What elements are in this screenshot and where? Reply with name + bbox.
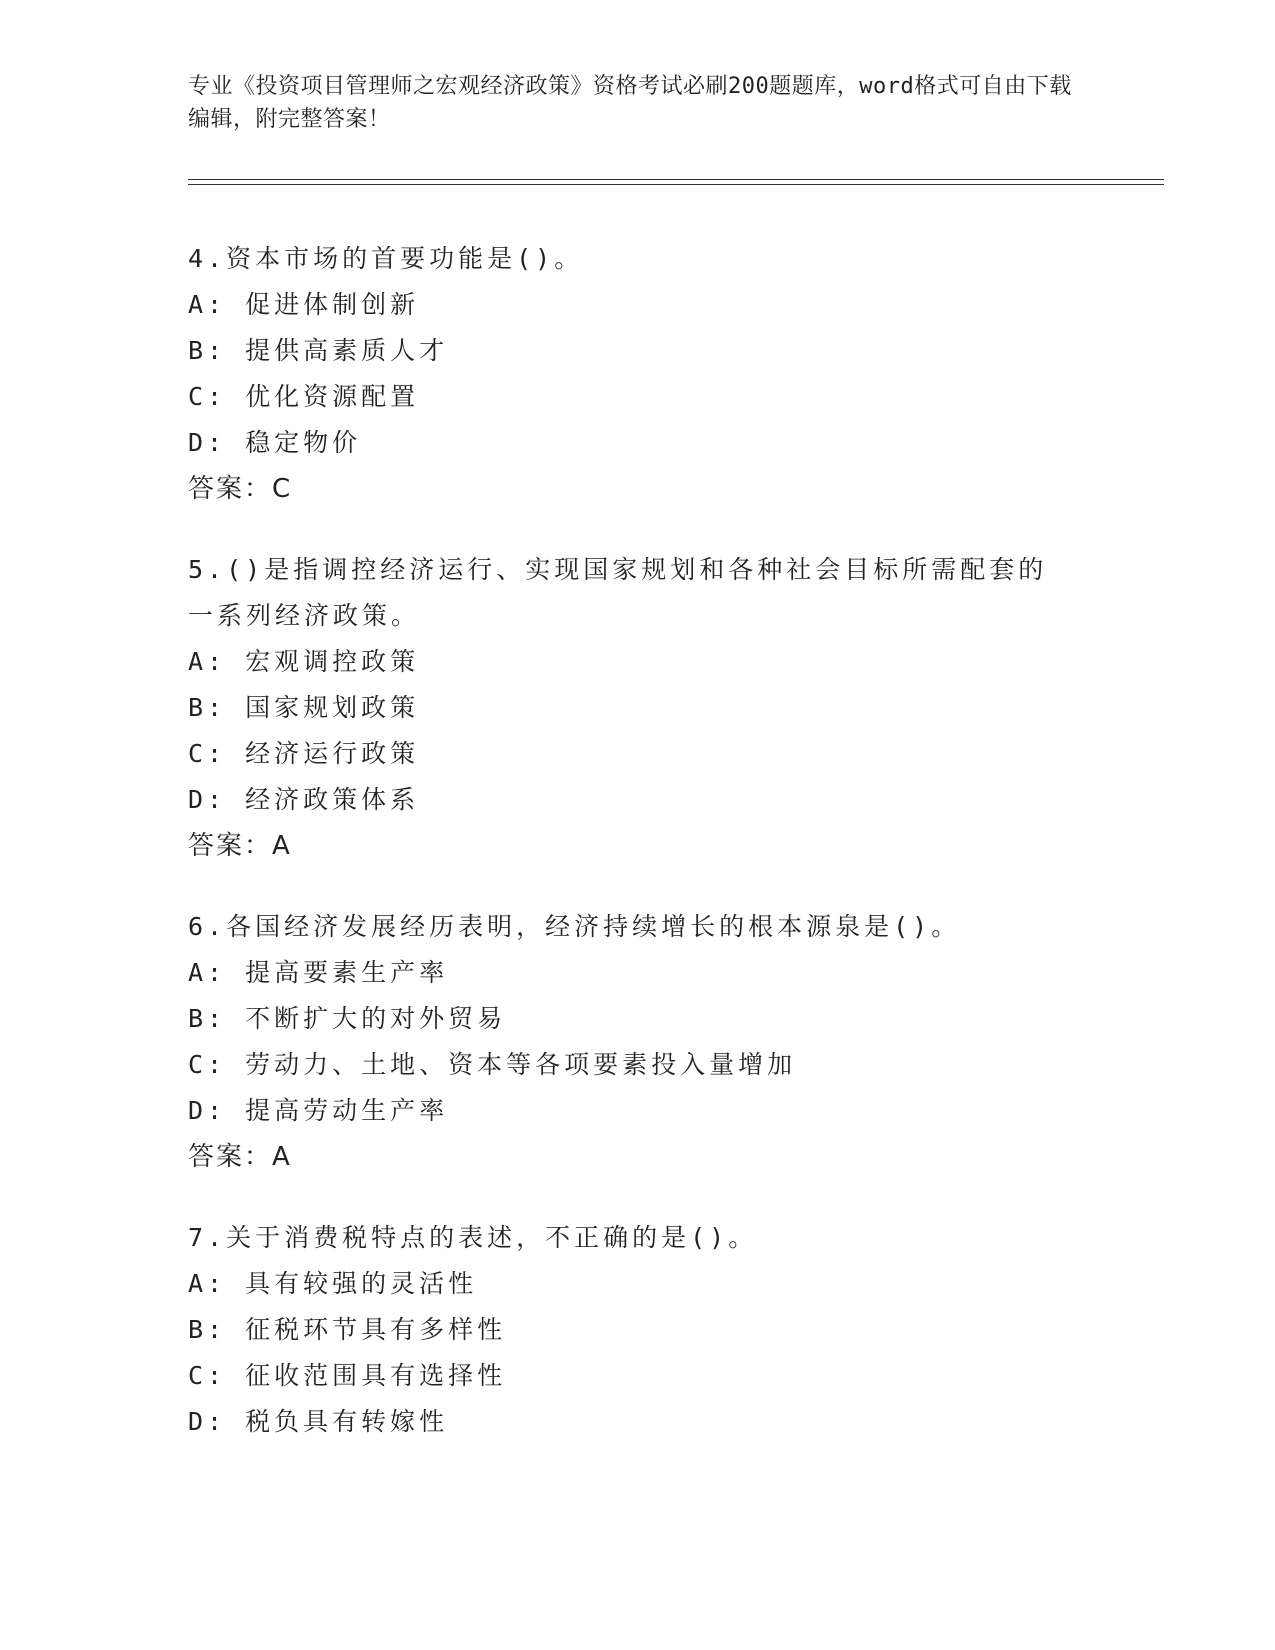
question-item [188, 236, 1088, 512]
option-c: C: 征收范围具有选择性 [188, 1361, 507, 1390]
question-item [188, 547, 1088, 869]
answer-line: 答案：A [188, 1142, 292, 1172]
option-a: A: 宏观调控政策 [188, 647, 420, 676]
option-b: B: 国家规划政策 [188, 693, 420, 722]
option-c: C: 优化资源配置 [188, 382, 420, 411]
option-b: B: 不断扩大的对外贸易 [188, 1004, 507, 1033]
question-stem: 4.资本市场的首要功能是()。 [188, 244, 584, 273]
question-stem: 6.各国经济发展经历表明，经济持续增长的根本源泉是()。 [188, 912, 961, 941]
header-rule-top [188, 179, 1164, 180]
question-stem: 7.关于消费税特点的表述，不正确的是()。 [188, 1223, 758, 1252]
option-b: B: 征税环节具有多样性 [188, 1315, 507, 1344]
option-c: C: 经济运行政策 [188, 739, 420, 768]
answer-line: 答案：C [188, 474, 293, 504]
question-stem: 5.()是指调控经济运行、实现国家规划和各种社会目标所需配套的一系列经济政策。 [188, 555, 1048, 630]
question-list [188, 236, 1088, 1480]
question-item [188, 1215, 1088, 1445]
header-rule-bottom [188, 184, 1164, 185]
option-b: B: 提供高素质人才 [188, 336, 449, 365]
option-a: A: 具有较强的灵活性 [188, 1269, 478, 1298]
answer-line: 答案：A [188, 831, 292, 861]
option-c: C: 劳动力、土地、资本等各项要素投入量增加 [188, 1050, 797, 1079]
option-d: D: 提高劳动生产率 [188, 1096, 449, 1125]
option-a: A: 提高要素生产率 [188, 958, 449, 987]
question-item [188, 904, 1088, 1180]
option-d: D: 税负具有转嫁性 [188, 1407, 449, 1436]
option-d: D: 经济政策体系 [188, 785, 420, 814]
option-a: A: 促进体制创新 [188, 290, 420, 319]
document-header-title: 专业《投资项目管理师之宏观经济政策》资格考试必刷200题题库，word格式可自由下载编辑，附完整答案！ [188, 74, 1072, 132]
option-d: D: 稳定物价 [188, 428, 362, 457]
